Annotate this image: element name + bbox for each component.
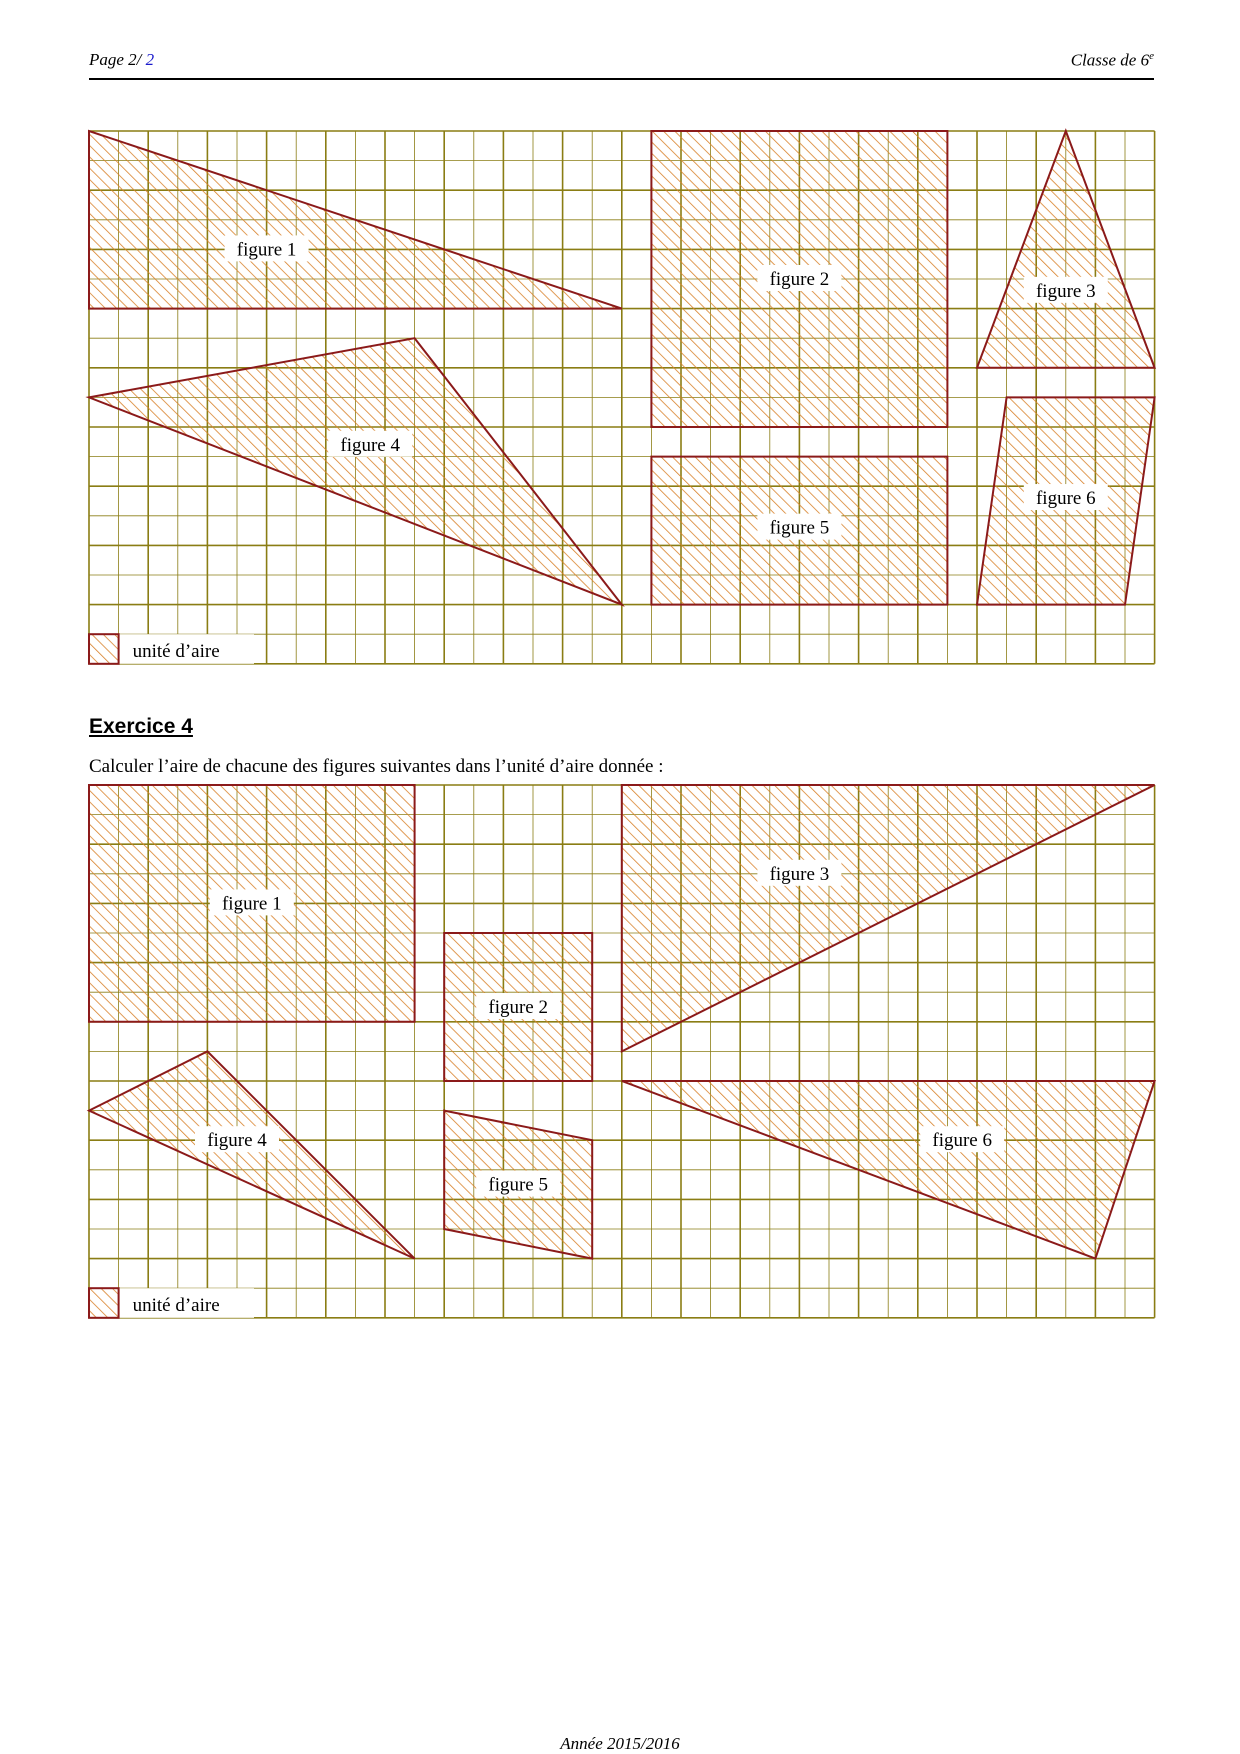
figure-2-label: figure 2 xyxy=(769,269,830,290)
class-sup: e xyxy=(1149,50,1154,62)
page-prefix: Page 2/ xyxy=(89,50,142,69)
figure-4-shape xyxy=(89,1051,415,1258)
unit-area-swatch xyxy=(89,1288,119,1318)
page-total-link[interactable]: 2 xyxy=(145,50,155,69)
figure-6-label: figure 6 xyxy=(932,1130,993,1152)
figure-5-label: figure 5 xyxy=(769,517,830,539)
figure-1-label: figure 1 xyxy=(236,239,297,261)
figure-2-label: figure 2 xyxy=(488,997,549,1018)
figure-4-label: figure 4 xyxy=(340,434,401,456)
unit-area-swatch xyxy=(89,634,119,664)
grid-1 xyxy=(89,131,1155,664)
class-text: Classe de 6 xyxy=(1070,50,1150,70)
page-footer: Année 2015/2016 xyxy=(560,1734,680,1753)
grid-2 xyxy=(89,785,1155,1318)
figure-1-label: figure 1 xyxy=(221,893,282,915)
figure-3-label: figure 3 xyxy=(1035,280,1096,302)
unit-area-label: unité d’aire xyxy=(132,1294,220,1316)
figure-5-label: figure 5 xyxy=(488,1174,549,1196)
unit-area-label: unité d’aire xyxy=(132,640,220,662)
figure-6-label: figure 6 xyxy=(1035,488,1096,510)
figure-3-label: figure 3 xyxy=(769,863,830,885)
exercise-instruction: Calculer l’aire de chacune des figures suivantes dans l’unité d’aire donnée : xyxy=(89,756,664,777)
figure-4-label: figure 4 xyxy=(207,1130,267,1152)
exercise-title: Exercice 4 xyxy=(89,715,193,738)
